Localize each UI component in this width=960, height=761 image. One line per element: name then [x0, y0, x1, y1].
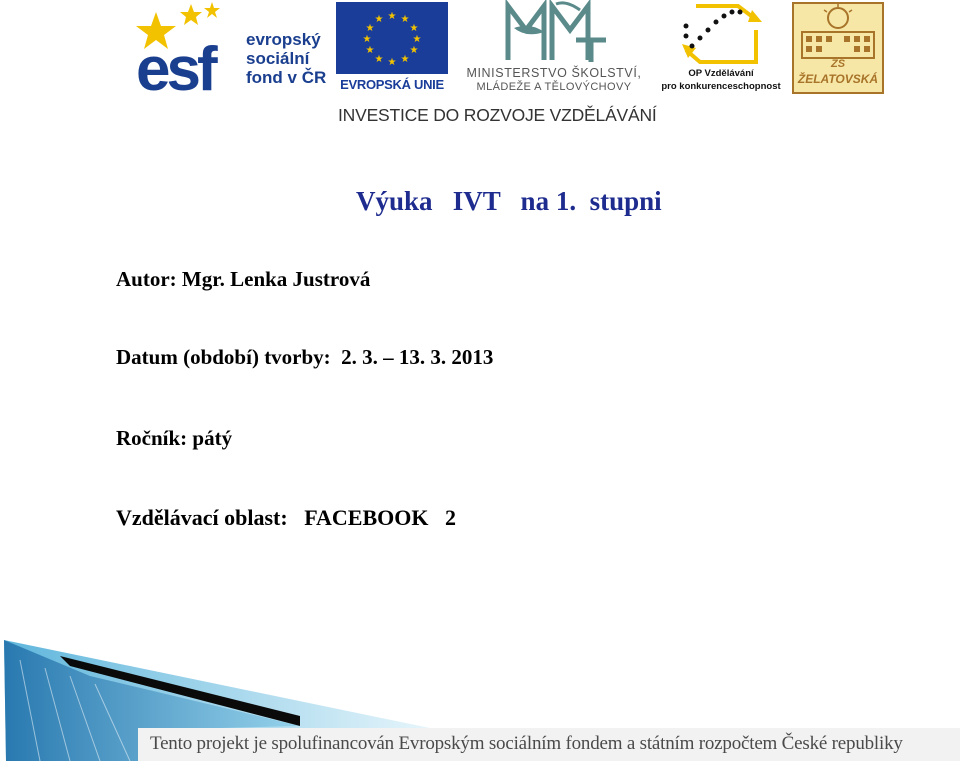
school-prefix: ZŠ: [830, 58, 846, 70]
svg-text:esf: esf: [136, 35, 214, 94]
school-logo: [792, 2, 884, 94]
author-field: Autor: Mgr. Lenka Justrová: [116, 267, 371, 291]
op-line: OP Vzdělávání: [688, 68, 754, 79]
subject-area-field: Vzdělávací oblast: FACEBOOK 2: [116, 505, 456, 530]
svg-text:★: ★: [400, 54, 410, 65]
msmt-line: MLÁDEŽE A TĚLOVÝCHOVY: [476, 81, 632, 93]
eu-label: EVROPSKÁ UNIE: [340, 77, 444, 92]
op-logo: [656, 0, 786, 100]
op-mark-icon: [656, 0, 786, 68]
esf-mark-icon: [136, 2, 240, 94]
footer-funding-note: Tento projekt je spolufinancován Evropským sociálním fondem a státním rozpočtem České republiky: [150, 733, 903, 754]
esf-text-line: evropský: [246, 30, 321, 49]
eu-flag-icon: [336, 2, 448, 74]
msmt-logo: [456, 0, 652, 100]
op-line: pro konkurenceschopnost: [661, 81, 781, 92]
investice-slogan: INVESTICE DO ROZVOJE VZDĚLÁVÁNÍ: [338, 105, 657, 125]
grade-field: Ročník: pátý: [116, 426, 233, 450]
svg-text:★: ★: [400, 14, 410, 25]
eu-logo: [336, 2, 448, 94]
svg-text:★: ★: [387, 11, 397, 22]
esf-text: [246, 30, 326, 87]
esf-logo: [136, 2, 330, 94]
svg-text:★: ★: [365, 45, 375, 56]
svg-text:★: ★: [409, 45, 419, 56]
date-field: Datum (období) tvorby: 2. 3. – 13. 3. 2013: [116, 345, 494, 369]
svg-text:★: ★: [374, 54, 384, 65]
svg-text:★: ★: [365, 23, 375, 34]
svg-text:★: ★: [409, 23, 419, 34]
school-label: ŽELATOVSKÁ: [797, 72, 879, 86]
svg-text:★: ★: [387, 57, 397, 68]
msmt-mark-icon: [456, 0, 652, 64]
esf-text-line: fond v ČR: [246, 68, 327, 87]
logo-bar: [0, 0, 960, 135]
svg-text:★: ★: [362, 34, 372, 45]
esf-text-line: sociální: [246, 49, 310, 68]
page-title: Výuka IVT na 1. stupni: [356, 186, 662, 216]
svg-text:★: ★: [374, 14, 384, 25]
svg-text:★: ★: [412, 34, 422, 45]
msmt-line: MINISTERSTVO ŠKOLSTVÍ,: [466, 66, 642, 80]
